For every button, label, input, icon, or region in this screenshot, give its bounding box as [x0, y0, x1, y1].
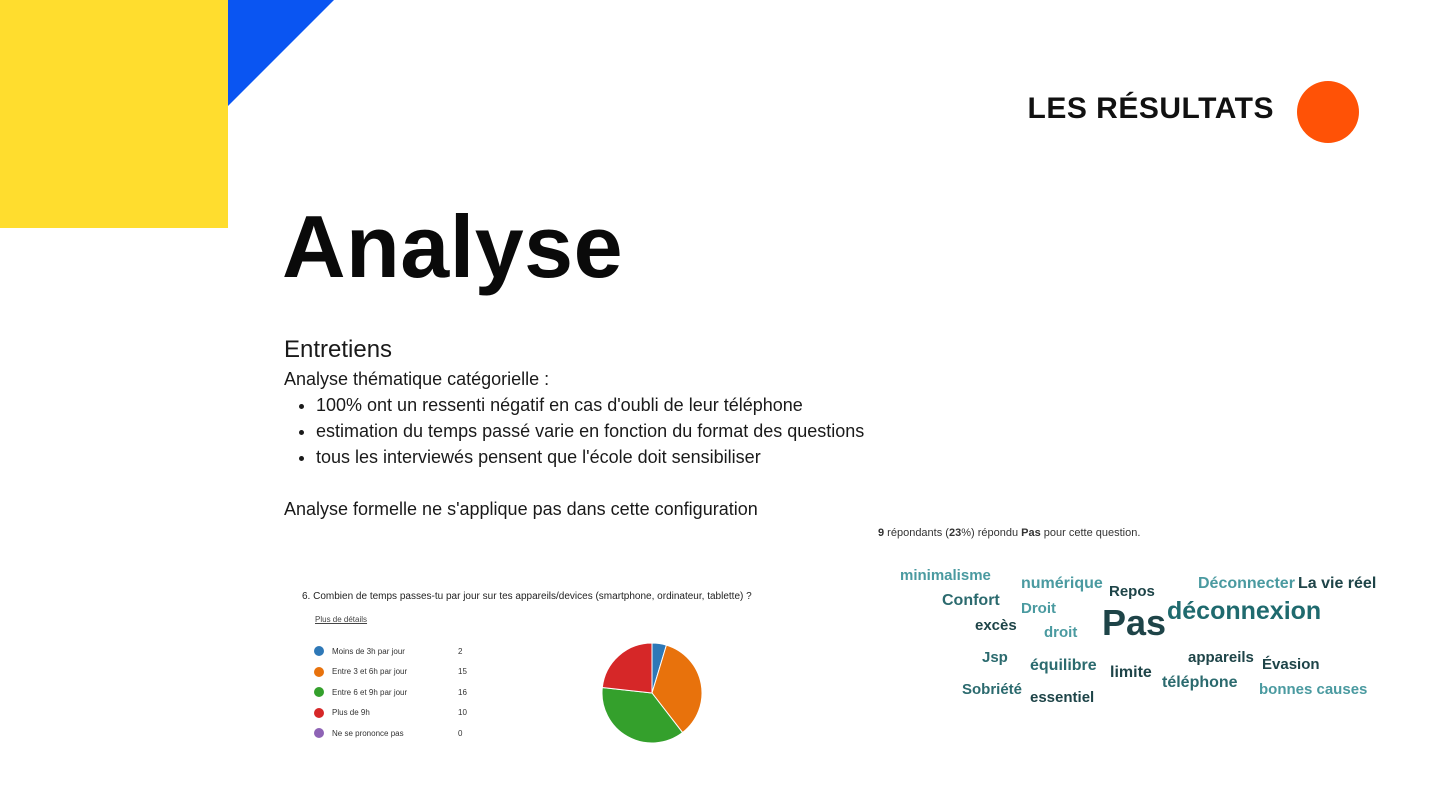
bullet-item: • tous les interviewés pensent que l'école doit sensibiliser: [316, 444, 984, 470]
respondent-stats: 9 répondants (23%) répondu Pas pour cette question.: [878, 527, 1141, 539]
word-cloud-word: Repos: [1109, 583, 1155, 600]
legend-label: Ne se prononce pas: [332, 728, 404, 738]
respondent-word: Pas: [1021, 527, 1041, 539]
chart-legend: [314, 641, 488, 744]
word-cloud-word: déconnexion: [1167, 597, 1322, 625]
legend-swatch: [314, 687, 324, 697]
word-cloud-word: Déconnecter: [1198, 575, 1295, 592]
word-cloud-word: appareils: [1188, 649, 1254, 666]
word-cloud-word: excès: [975, 617, 1017, 634]
word-cloud-word: bonnes causes: [1259, 681, 1368, 698]
survey-question: 6. Combien de temps passes-tu par jour sur tes appareils/devices (smartphone, ordinateur, tablette) ?: [302, 591, 752, 602]
word-cloud-word: équilibre: [1030, 657, 1097, 674]
legend-item: [314, 703, 488, 724]
legend-value: 2: [458, 646, 463, 656]
legend-item: [314, 723, 488, 744]
legend-item: [314, 641, 488, 662]
word-cloud-word: Droit: [1021, 600, 1056, 617]
word-cloud-word: limite: [1110, 664, 1152, 681]
bullet-item: • estimation du temps passé varie en fonction du format des questions: [316, 418, 984, 444]
word-cloud-word: Évasion: [1262, 656, 1320, 673]
legend-swatch: [314, 646, 324, 656]
legend-label: Entre 6 et 9h par jour: [332, 687, 408, 697]
yellow-decor-block: [0, 0, 228, 228]
legend-swatch: [314, 728, 324, 738]
word-cloud-word: minimalisme: [900, 567, 991, 584]
legend-swatch: [314, 667, 324, 677]
word-cloud-word: La vie réel: [1298, 575, 1377, 592]
pie-slice: [602, 643, 652, 693]
legend-swatch: [314, 708, 324, 718]
blue-decor-triangle: [228, 0, 334, 106]
legend-label: Moins de 3h par jour: [332, 646, 405, 656]
intro-text: Analyse thématique catégorielle :: [284, 369, 550, 389]
bullet-item: • 100% ont un ressenti négatif en cas d'oubli de leur téléphone: [316, 392, 984, 418]
legend-value: 0: [458, 728, 463, 738]
word-cloud-word: essentiel: [1030, 689, 1095, 706]
legend-value: 15: [458, 667, 467, 677]
word-cloud-word: numérique: [1021, 575, 1103, 592]
word-cloud-word: Pas: [1102, 602, 1167, 643]
word-cloud-word: Jsp: [982, 649, 1008, 666]
respondent-percent: 23: [948, 527, 962, 539]
word-cloud-word: Sobriété: [962, 681, 1023, 698]
legend-value: 16: [458, 687, 467, 697]
text-content: [284, 334, 984, 522]
legend-item: [314, 662, 488, 683]
pie-chart: [600, 641, 704, 745]
orange-decor-circle: [1297, 81, 1359, 143]
bullet-list: [284, 392, 984, 470]
legend-label: Entre 3 et 6h par jour: [332, 667, 408, 677]
legend-value: 10: [458, 708, 467, 718]
details-link[interactable]: Plus de détails: [315, 615, 368, 624]
word-cloud-word: droit: [1044, 624, 1078, 641]
subheading: Entretiens: [284, 336, 393, 363]
section-label: LES RÉSULTATS: [1027, 92, 1274, 125]
respondent-count: 9: [878, 527, 885, 539]
page-title: Analyse: [282, 197, 624, 296]
legend-label: Plus de 9h: [332, 708, 370, 718]
word-cloud-word: Confort: [942, 592, 1000, 609]
legend-item: [314, 682, 488, 703]
word-cloud-word: téléphone: [1162, 674, 1238, 691]
note-text: Analyse formelle ne s'applique pas dans cette configuration: [284, 499, 758, 519]
